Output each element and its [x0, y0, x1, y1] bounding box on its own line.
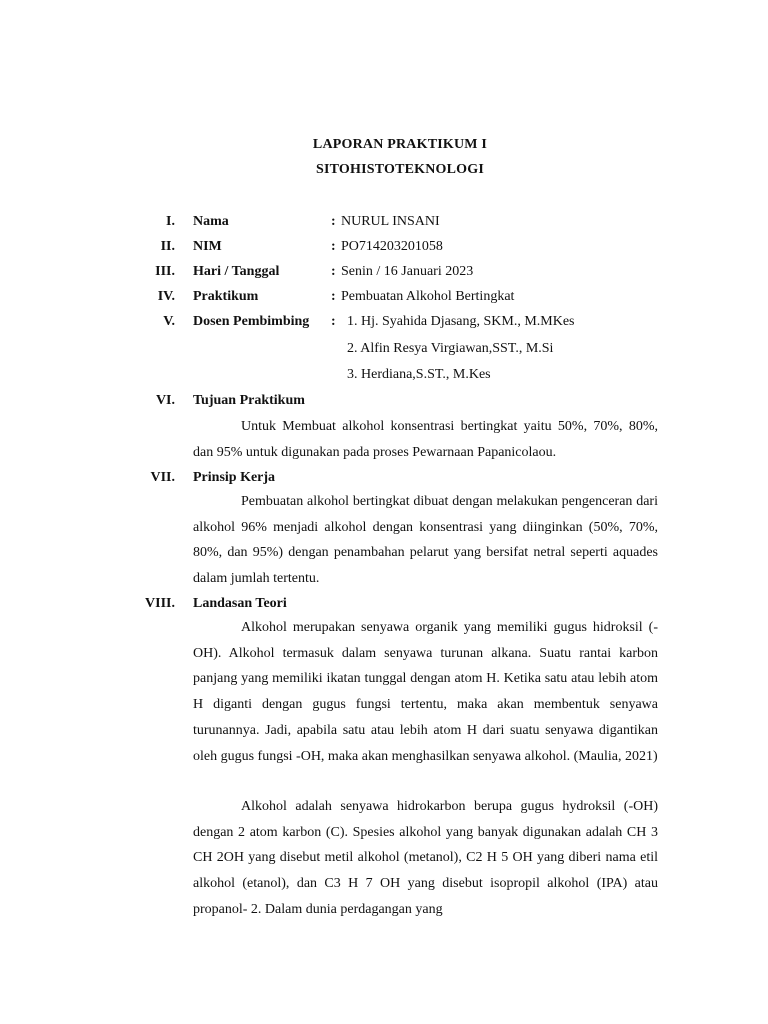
item-colon: :: [331, 214, 336, 229]
supervisor-name: 2. Alfin Resya Virgiawan,SST., M.Si: [347, 341, 554, 356]
item-number: V.: [163, 314, 175, 329]
item-number: II.: [160, 239, 175, 254]
item-label: Praktikum: [193, 289, 259, 304]
section-title: Landasan Teori: [193, 596, 287, 611]
item-number: III.: [155, 264, 175, 279]
item-label: NIM: [193, 239, 222, 254]
document-subtitle: SITOHISTOTEKNOLOGI: [315, 162, 485, 177]
item-value: Pembuatan Alkohol Bertingkat: [341, 289, 515, 304]
paragraph: Untuk Membuat alkohol konsentrasi bertingkat yaitu 50%, 70%, 80%, dan 95% untuk digunakan pada proses Pewarnaan Papanicolaou.: [193, 419, 658, 460]
section-number: VIII.: [145, 596, 175, 611]
paragraph: Pembuatan alkohol bertingkat dibuat dengan melakukan pengenceran dari alkohol 96% menjadi alkohol dengan konsentrasi yang diinginkan (50%, 70%, 80%, dan 95%) dengan penambahan pelarut yang bersifat netral seperti aquades dalam jumlah tertentu.: [193, 494, 658, 587]
paragraph: Alkohol adalah senyawa hidrokarbon berupa gugus hydroksil (-OH) dengan 2 atom karbon (C). Spesies alkohol yang banyak digunakan adalah CH 3 CH 2OH yang disebut metil alkohol (metanol), C2 H 5 OH yang diberi nama etil alkohol (etanol), dan C3 H 7 OH yang disebut isopropil alkohol (IPA) atau propanol- 2. Dalam dunia perdagangan yang: [193, 799, 658, 917]
section-title: Tujuan Praktikum: [193, 393, 305, 408]
item-number: IV.: [157, 289, 175, 304]
item-label: Dosen Pembimbing: [193, 314, 310, 329]
item-colon: :: [331, 239, 336, 254]
item-number: I.: [166, 214, 175, 229]
section-title: Prinsip Kerja: [193, 470, 276, 485]
paragraph: Alkohol merupakan senyawa organik yang memiliki gugus hidroksil (-OH). Alkohol termasuk dalam senyawa turunan alkana. Suatu rantai karbon panjang yang memiliki ikatan tunggal dengan atom H. Ketika satu atau lebih atom H diganti dengan gugus fungsi tertentu, maka akan membentuk senyawa turunannya. Jadi, apabila satu atau lebih atom H dari suatu senyawa digantikan oleh gugus fungsi -OH, maka akan menghasilkan senyawa alkohol. (Maulia, 2021): [193, 620, 658, 764]
supervisor-name: 3. Herdiana,S.ST., M.Kes: [347, 367, 491, 382]
item-value: Senin / 16 Januari 2023: [341, 264, 474, 279]
item-value: 1. Hj. Syahida Djasang, SKM., M.MKes: [347, 314, 575, 329]
item-value: NURUL INSANI: [341, 214, 440, 229]
item-value: PO714203201058: [341, 239, 443, 254]
item-label: Nama: [193, 214, 229, 229]
section-number: VII.: [150, 470, 175, 485]
document-title: LAPORAN PRAKTIKUM I: [312, 137, 488, 152]
item-colon: :: [331, 264, 336, 279]
item-label: Hari / Tanggal: [193, 264, 280, 279]
item-colon: :: [331, 314, 336, 329]
item-colon: :: [331, 289, 336, 304]
section-number: VI.: [155, 393, 175, 408]
